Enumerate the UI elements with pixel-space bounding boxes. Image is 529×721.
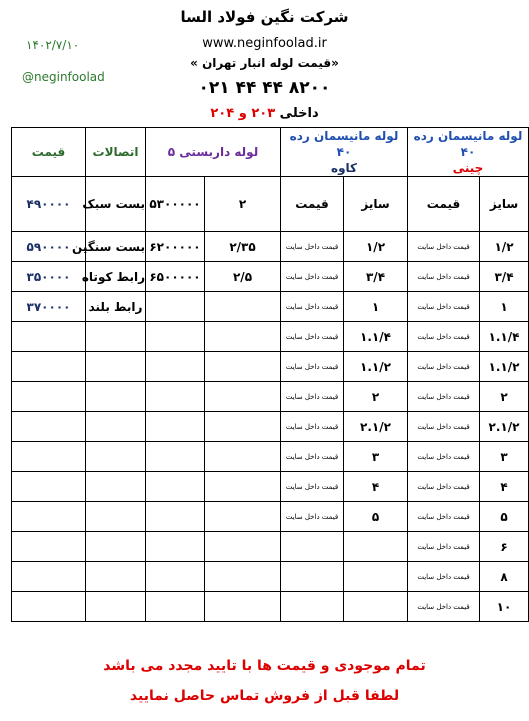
fitting-price: ۳۵۰۰۰۰ bbox=[12, 262, 86, 292]
kaveh-price: قیمت داخل سایت bbox=[281, 382, 344, 412]
daristi-price bbox=[146, 352, 205, 382]
daristi-size bbox=[205, 442, 281, 472]
fitting-name: رابط بلند bbox=[86, 292, 146, 322]
footer-note-availability: تمام موجودی و قیمت ها با تایید مجدد می باشد bbox=[103, 658, 426, 674]
daristi-size bbox=[205, 292, 281, 322]
chinese-price: قیمت داخل سایت bbox=[408, 262, 480, 292]
daristi-size: ۲/۳۵ bbox=[205, 232, 281, 262]
fitting-price bbox=[12, 562, 86, 592]
kaveh-price bbox=[281, 532, 344, 562]
fitting-price bbox=[12, 532, 86, 562]
daristi-price bbox=[146, 562, 205, 592]
table-row bbox=[12, 292, 529, 322]
fitting-name: بست سنگین bbox=[86, 232, 146, 262]
table-row bbox=[12, 232, 529, 262]
daristi-price: ۶۲۰۰۰۰۰ bbox=[146, 232, 205, 262]
daristi-size bbox=[205, 502, 281, 532]
kaveh-size: ۲ bbox=[344, 382, 408, 412]
daristi-size bbox=[205, 322, 281, 352]
chinese-size: ۸ bbox=[480, 562, 529, 592]
table-row bbox=[12, 352, 529, 382]
daristi-price bbox=[146, 442, 205, 472]
kaveh-price: قیمت داخل سایت bbox=[281, 472, 344, 502]
chinese-size: ۱۰ bbox=[480, 592, 529, 622]
daristi-size bbox=[205, 472, 281, 502]
table-row bbox=[12, 562, 529, 592]
fitting-name bbox=[86, 532, 146, 562]
kaveh-size: ۲.۱/۲ bbox=[344, 412, 408, 442]
chinese-size: ۳ bbox=[480, 442, 529, 472]
extension-label: داخلی bbox=[275, 106, 319, 121]
group-header-row bbox=[12, 128, 529, 177]
chinese-size: ۲.۱/۲ bbox=[480, 412, 529, 442]
kaveh-size: ۴ bbox=[344, 472, 408, 502]
fitting-name bbox=[86, 382, 146, 412]
chinese-price: قیمت داخل سایت bbox=[408, 532, 480, 562]
fitting-price bbox=[12, 502, 86, 532]
daristi-size: ۲/۵ bbox=[205, 262, 281, 292]
chinese-size: ۶ bbox=[480, 532, 529, 562]
date: ۱۴۰۲/۷/۱۰ bbox=[26, 38, 80, 52]
chinese-size: ۳/۴ bbox=[480, 262, 529, 292]
daristi-price bbox=[146, 472, 205, 502]
kaveh-price: قیمت داخل سایت bbox=[281, 262, 344, 292]
daristi-price bbox=[146, 382, 205, 412]
table-row bbox=[12, 262, 529, 292]
daristi-size bbox=[205, 532, 281, 562]
fitting-price: ۳۷۰۰۰۰ bbox=[12, 292, 86, 322]
chinese-price: قیمت داخل سایت bbox=[408, 322, 480, 352]
sub-header-price: قیمت bbox=[281, 177, 344, 232]
kaveh-price: قیمت داخل سایت bbox=[281, 322, 344, 352]
daristi-size bbox=[205, 382, 281, 412]
sub-header-row bbox=[12, 177, 529, 232]
group-header-daristi: لوله داربستی ۵ bbox=[146, 128, 281, 177]
chinese-price: قیمت داخل سایت bbox=[408, 592, 480, 622]
daristi-price bbox=[146, 322, 205, 352]
kaveh-price: قیمت داخل سایت bbox=[281, 292, 344, 322]
daristi-size: ۲ bbox=[205, 177, 281, 232]
daristi-price: ۶۵۰۰۰۰۰ bbox=[146, 262, 205, 292]
group-header-kaveh: لوله مانیسمان رده ۴۰ کاوه bbox=[281, 128, 408, 177]
fitting-name: بست سبک bbox=[86, 177, 146, 232]
kaveh-size: ۵ bbox=[344, 502, 408, 532]
fitting-name bbox=[86, 472, 146, 502]
kaveh-size bbox=[344, 562, 408, 592]
daristi-size bbox=[205, 412, 281, 442]
chinese-price: قیمت داخل سایت bbox=[408, 502, 480, 532]
chinese-size: ۱ bbox=[480, 292, 529, 322]
chinese-price: قیمت داخل سایت bbox=[408, 442, 480, 472]
daristi-size bbox=[205, 562, 281, 592]
kaveh-size bbox=[344, 532, 408, 562]
fitting-price bbox=[12, 442, 86, 472]
footer-note-contact: لطفا قبل از فروش تماس حاصل نمایید bbox=[129, 688, 400, 704]
fitting-price bbox=[12, 352, 86, 382]
chinese-size: ۲ bbox=[480, 382, 529, 412]
chinese-size: ۱/۲ bbox=[480, 232, 529, 262]
table-row bbox=[12, 532, 529, 562]
chinese-price: قیمت داخل سایت bbox=[408, 562, 480, 592]
fitting-name bbox=[86, 352, 146, 382]
daristi-price bbox=[146, 532, 205, 562]
table-row bbox=[12, 322, 529, 352]
daristi-size bbox=[205, 592, 281, 622]
fitting-price: ۴۹۰۰۰۰ bbox=[12, 177, 86, 232]
daristi-price: ۵۳۰۰۰۰۰ bbox=[146, 177, 205, 232]
table-row bbox=[12, 592, 529, 622]
fitting-price bbox=[12, 322, 86, 352]
table-row bbox=[12, 502, 529, 532]
chinese-price: قیمت داخل سایت bbox=[408, 232, 480, 262]
chinese-price: قیمت داخل سایت bbox=[408, 382, 480, 412]
fitting-price bbox=[12, 472, 86, 502]
fitting-price bbox=[12, 412, 86, 442]
fitting-name bbox=[86, 442, 146, 472]
kaveh-size: ۱.۱/۲ bbox=[344, 352, 408, 382]
sub-header-price: قیمت bbox=[408, 177, 480, 232]
kaveh-size: ۱/۲ bbox=[344, 232, 408, 262]
kaveh-size: ۳/۴ bbox=[344, 262, 408, 292]
table-row bbox=[12, 442, 529, 472]
fitting-price bbox=[12, 382, 86, 412]
group-header-chinese: لوله مانیسمان رده ۴۰ چینی bbox=[408, 128, 529, 177]
kaveh-size: ۱.۱/۴ bbox=[344, 322, 408, 352]
kaveh-price bbox=[281, 592, 344, 622]
daristi-price bbox=[146, 292, 205, 322]
daristi-size bbox=[205, 352, 281, 382]
extension-line bbox=[0, 106, 529, 121]
kaveh-size: ۳ bbox=[344, 442, 408, 472]
sub-header-size: سایز bbox=[480, 177, 529, 232]
fitting-name bbox=[86, 502, 146, 532]
chinese-size: ۱.۱/۴ bbox=[480, 322, 529, 352]
fitting-name bbox=[86, 322, 146, 352]
group-header-fittings: اتصالات bbox=[86, 128, 146, 177]
fitting-name bbox=[86, 412, 146, 442]
kaveh-price: قیمت داخل سایت bbox=[281, 232, 344, 262]
website: www.neginfoolad.ir bbox=[202, 36, 327, 51]
chinese-size: ۱.۱/۲ bbox=[480, 352, 529, 382]
fitting-name bbox=[86, 592, 146, 622]
daristi-price bbox=[146, 502, 205, 532]
fitting-price bbox=[12, 592, 86, 622]
kaveh-price: قیمت داخل سایت bbox=[281, 502, 344, 532]
sub-header-size: سایز bbox=[344, 177, 408, 232]
table-row bbox=[12, 472, 529, 502]
chinese-price: قیمت داخل سایت bbox=[408, 472, 480, 502]
chinese-price: قیمت داخل سایت bbox=[408, 352, 480, 382]
fitting-price: ۵۹۰۰۰۰ bbox=[12, 232, 86, 262]
chinese-size: ۴ bbox=[480, 472, 529, 502]
phone-number: ۰۲۱ ۴۴ ۴۴ ۸۲۰۰ bbox=[198, 78, 331, 98]
kaveh-price: قیمت داخل سایت bbox=[281, 412, 344, 442]
kaveh-size: ۱ bbox=[344, 292, 408, 322]
kaveh-price bbox=[281, 562, 344, 592]
kaveh-price: قیمت داخل سایت bbox=[281, 442, 344, 472]
company-name: شرکت نگین فولاد السا bbox=[180, 8, 349, 26]
daristi-price bbox=[146, 592, 205, 622]
fitting-name bbox=[86, 562, 146, 592]
kaveh-price: قیمت داخل سایت bbox=[281, 352, 344, 382]
instagram-handle: @neginfoolad bbox=[22, 70, 105, 84]
price-table bbox=[11, 127, 529, 622]
daristi-price bbox=[146, 412, 205, 442]
table-row bbox=[12, 412, 529, 442]
chinese-size: ۵ bbox=[480, 502, 529, 532]
chinese-price: قیمت داخل سایت bbox=[408, 292, 480, 322]
group-header-price: قیمت bbox=[12, 128, 86, 177]
chinese-price: قیمت داخل سایت bbox=[408, 412, 480, 442]
price-subtitle: « قیمت لوله انبار تهران» bbox=[190, 56, 339, 70]
fitting-name: رابط کوتاه bbox=[86, 262, 146, 292]
table-row bbox=[12, 382, 529, 412]
extension-numbers: ۲۰۳ و ۲۰۴ bbox=[210, 106, 276, 121]
kaveh-size bbox=[344, 592, 408, 622]
